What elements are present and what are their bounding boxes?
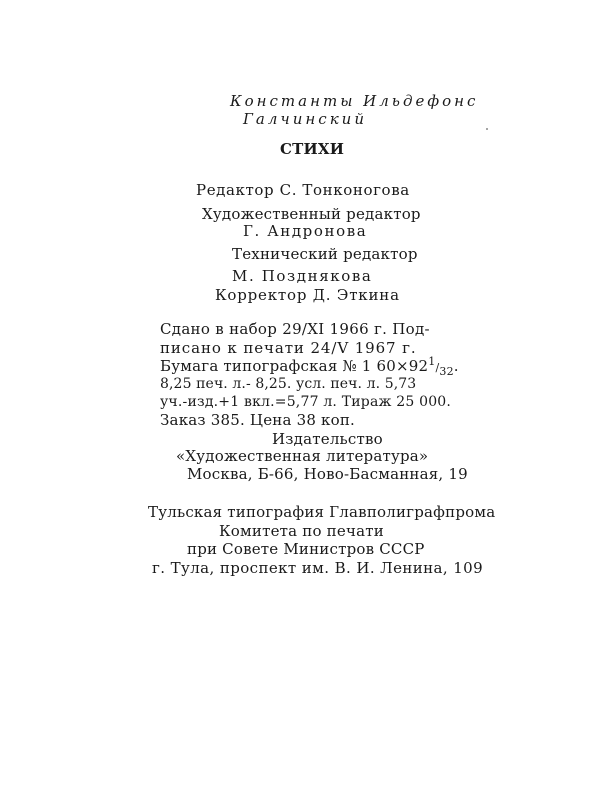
print-info-line-3: Бумага типографская № 1 $60\times 92^1/_{32}$. [160,355,459,378]
print-info-line-6: Заказ 385. Цена 38 коп. [160,411,356,429]
publisher-address: Москва, Б-66, Ново-Басманная, 19 [187,465,468,483]
printer-line-2: Комитета по печати [219,522,384,540]
publisher-name: «Художественная литература» [176,447,429,465]
paper-format-fraction-numerator: 1 [428,355,436,368]
editor-line: Редактор С. Тонконогова [196,181,410,199]
art-editor-label: Художественный редактор [202,205,421,223]
paper-format-end: . [453,357,459,375]
print-info-line-4: 8,25 печ. л.- 8,25. усл. печ. л. 5,73 [160,376,417,392]
art-editor-name: Г. Андронова [243,222,368,240]
print-info-line-1: Сдано в набор 29/XI 1966 г. Под- [160,320,430,338]
book-title: СТИХИ [280,140,345,158]
printer-line-3: при Совете Министров СССР [187,540,425,558]
printer-line-4: г. Тула, проспект им. В. И. Ленина, 109 [152,559,484,577]
printer-line-1: Тульская типография Главполиграфпрома [148,503,496,521]
print-info-line-5: уч.-изд.+1 вкл.=5,77 л. Тираж 25 000. [160,394,452,410]
publisher-label: Издательство [272,430,383,448]
speck-mark [486,128,488,130]
print-info-line-2: писано к печати 24/V 1967 г. [160,339,417,357]
tech-editor-label: Технический редактор [232,245,418,263]
paper-format-fraction-denominator: 32 [439,365,454,378]
paper-format-text: Бумага типографская № 1 60×92 [160,357,429,375]
proofreader-line: Корректор Д. Эткина [215,286,400,304]
author-first-names: Константы Ильдефонс [230,92,479,110]
author-last-name: Галчинский [243,110,367,128]
tech-editor-name: М. Позднякова [232,267,373,285]
